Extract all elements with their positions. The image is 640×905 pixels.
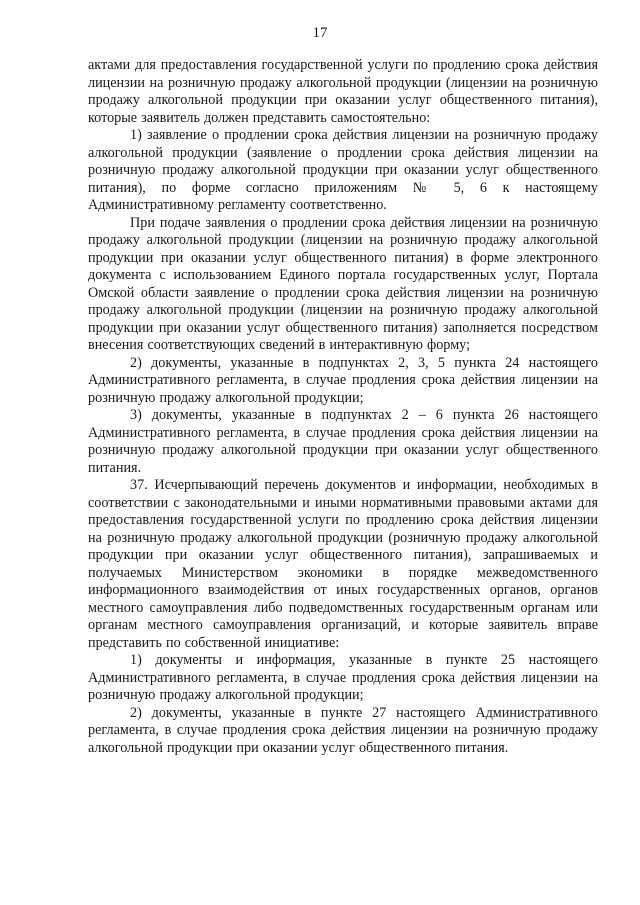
paragraph: 2) документы, указанные в подпунктах 2, 3, 5 пункта 24 настоящего Административного регламента, в случае продления срока действия лицензии на розничную продажу алкогольной продукции;: [88, 354, 598, 406]
paragraph: 1) документы и информация, указанные в пункте 25 настоящего Административного регламента, в случае продления срока действия лицензии на розничную продажу алкогольной продукции;: [88, 652, 598, 703]
paragraph: 1) заявление о продлении срока действия лицензии на розничную продажу алкогольной продукции (заявление о продлении срока действия лицензии на розничную продажу алкогольной продукции при оказании услуг общественного питания), по форме согласно приложениям № 5, 6 к настоящему Административному регламенту соответственно.: [88, 127, 598, 213]
document-body: [88, 57, 598, 757]
paragraph: актами для предоставления государственной услуги по продлению срока действия лицензии на розничную продажу алкогольной продукции (лицензии на розничную продажу алкогольной продукции при оказании услуг общественного питания), которые заявитель должен представить самостоятельно:: [88, 57, 598, 126]
paragraph: 3) документы, указанные в подпунктах 2 – 6 пункта 26 настоящего Административного регламента, в случае продления срока действия лицензии на розничную продажу алкогольной продукции при оказании услуг общественного питания.: [88, 407, 598, 476]
page-number: 17: [312, 25, 328, 41]
paragraph: 37. Исчерпывающий перечень документов и информации, необходимых в соответствии с законодательными и иными нормативными правовыми актами для предоставления государственной услуги по продлению срока действия лицензии на розничную продажу алкогольной продукции (розничную продажу алкогольной продукции при оказании услуг общественного питания), запрашиваемых и получаемых Министерством экономики в порядке межведомственного информационного взаимодействия от иных государственных органов, органов местного самоуправления либо подведомственных государственным органам или органам местного самоуправления организаций, и которые заявитель вправе представить по собственной инициативе:: [88, 477, 598, 651]
paragraph: При подаче заявления о продлении срока действия лицензии на розничную продажу алкогольной продукции (лицензии на розничную продажу алкогольной продукции при оказании услуг общественного питания) в форме электронного документа с использованием Единого портала государственных услуг, Портала Омской области заявление о продлении срока действия лицензии на розничную продажу алкогольной продукции (лицензии на розничную продажу алкогольной продукции при оказании услуг общественного питания) заполняется посредством внесения соответствующих сведений в интерактивную форму;: [88, 214, 598, 353]
paragraph: 2) документы, указанные в пункте 27 настоящего Административного регламента, в случае продления срока действия лицензии на розничную продажу алкогольной продукции при оказании услуг общественного питания.: [88, 704, 598, 756]
